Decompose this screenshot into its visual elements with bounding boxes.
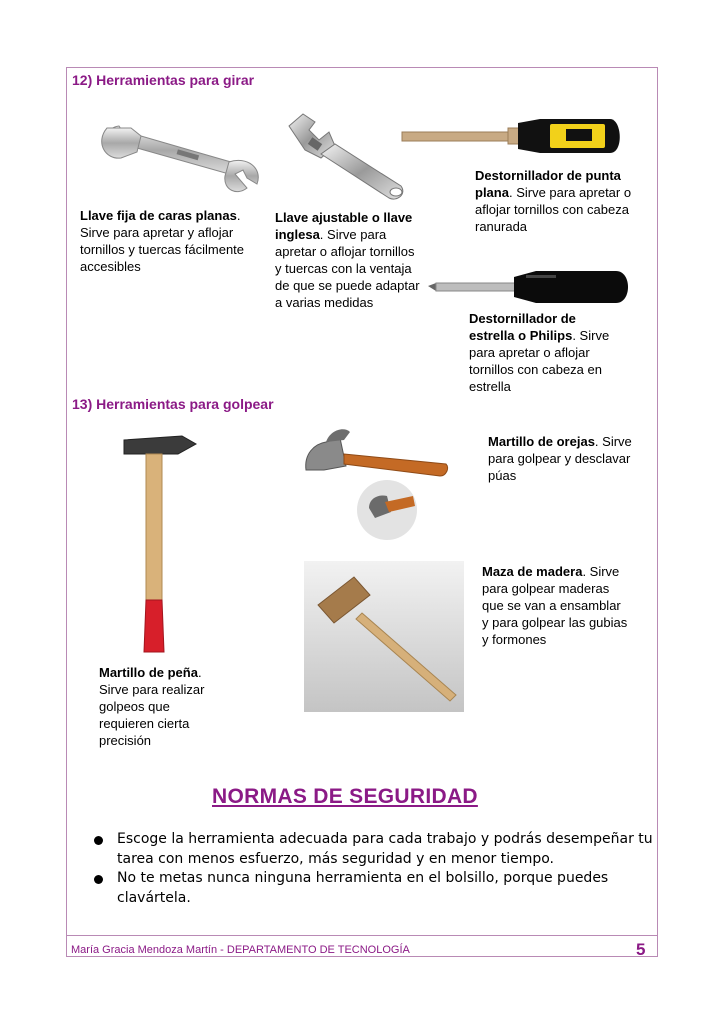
open-end-wrench-image [97,118,265,196]
section-12-heading: 12) Herramientas para girar [72,72,255,88]
martillo-pena-description: Martillo de peña. Sirve para realizar golpeos que requieren cierta precisión [99,665,205,748]
normas-title: NORMAS DE SEGURIDAD [212,785,478,808]
bullet-icon [94,875,103,884]
wooden-mallet-image [304,561,464,712]
llave-ajustable-description: Llave ajustable o llave inglesa. Sirve para apretar o aflojar tornillos y tuercas con la ventaja de que se puede adaptar a varias medidas [275,210,420,310]
llave-fija-description: Llave fija de caras planas. Sirve para apretar y aflojar tornillos y tuercas fácilmente accesibles [80,208,245,274]
page-number: 5 [636,940,646,959]
adjustable-wrench-image [285,110,410,205]
pena-hammer-image [120,430,200,655]
maza-description: Maza de madera. Sirve para golpear maderas que se van a ensamblar y para golpear las gubias y formones [482,564,628,647]
martillo-orejas-description: Martillo de orejas. Sirve para golpear y desclavar púas [488,434,632,483]
destornillador-philips-description: Destornillador de estrella o Philips. Sirve para apretar o aflojar tornillos con cabeza en estrella [469,311,610,394]
phillips-screwdriver-image [426,267,631,307]
safety-rule-2: No te metas nunca ninguna herramienta en el bolsillo, porque puedes clavártela. [117,870,609,906]
flat-screwdriver-image [400,115,625,157]
destornillador-plana-description: Destornillador de punta plana. Sirve para apretar o aflojar tornillos con cabeza ranurada [475,168,632,234]
safety-rule-1: Escoge la herramienta adecuada para cada trabajo y podrás desempeñar tu tarea con menos esfuerzo, más seguridad y en menor tiempo. [117,831,653,867]
footer-author: María Gracia Mendoza Martín - DEPARTAMENTO DE TECNOLOGÍA [71,944,410,956]
bullet-icon [94,836,103,845]
footer-divider [66,935,658,936]
claw-hammer-detail-image [355,478,419,542]
section-13-heading: 13) Herramientas para golpear [72,396,274,412]
